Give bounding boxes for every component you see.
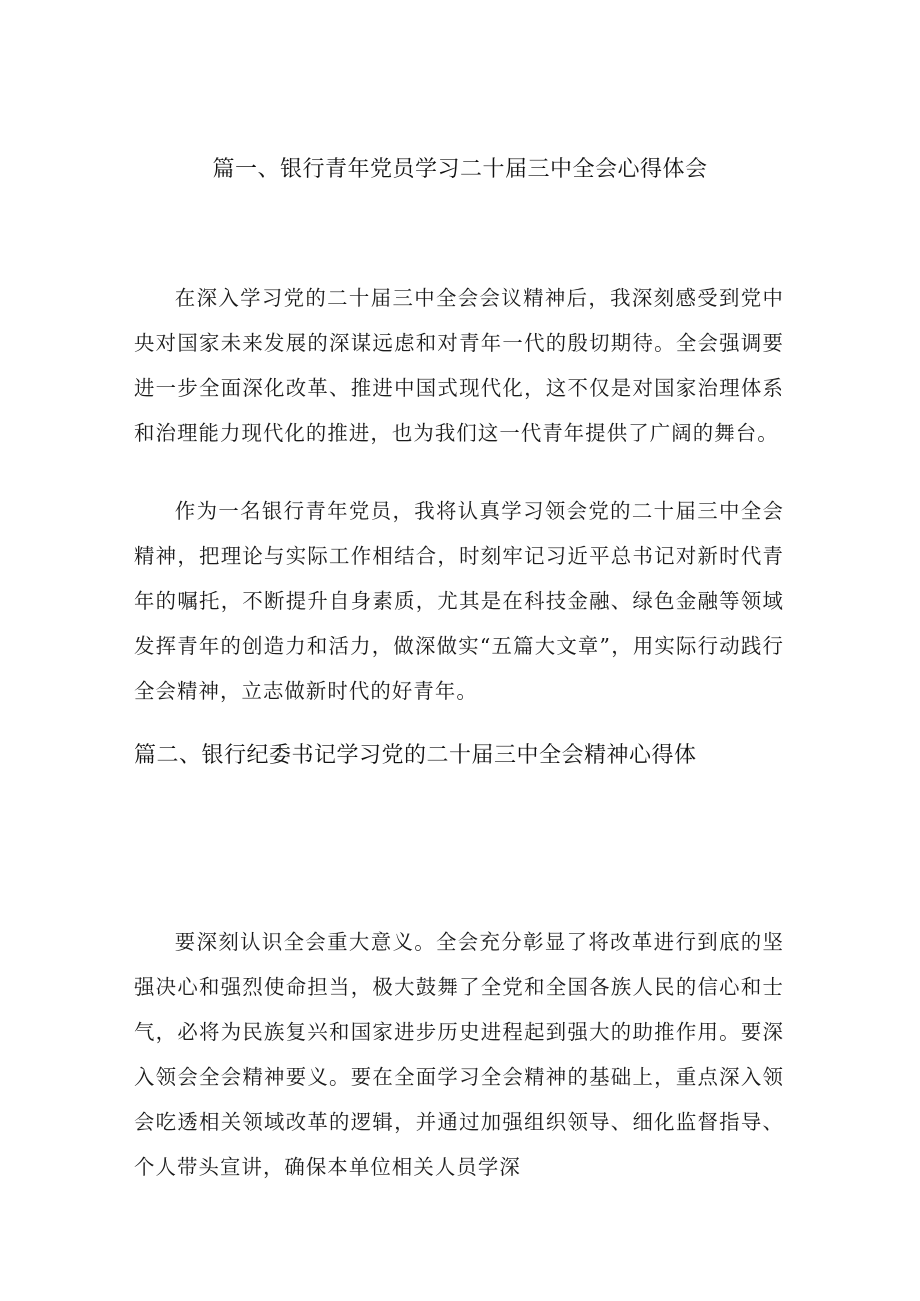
section-2-title: 篇二、银行纪委书记学习党的二十届三中全会精神心得体: [134, 743, 697, 768]
section-1-paragraph-2: 作为一名银行青年党员，我将认真学习领会党的二十届三中全会精神，把理论与实际工作相结合，时刻牢记习近平总书记对新时代青年的嘱托，不断提升自身素质，尤其是在科技金融、绿色金融等领域发挥青年的创造力和活力，做深做实“五篇大文章”，用实际行动践行全会精神，立志做新时代的好青年。: [134, 499, 784, 703]
section-1-title: 篇一、银行青年党员学习二十届三中全会心得体会: [212, 157, 708, 182]
section-2-paragraph-1: 要深刻认识全会重大意义。全会充分彰显了将改革进行到底的坚强决心和强烈使命担当，极大鼓舞了全党和全国各族人民的信心和士气，必将为民族复兴和国家进步历史进程起到强大的助推作用。要深入领会全会精神要义。要在全面学习全会精神的基础上，重点深入领会吃透相关领域改革的逻辑，并通过加强组织领导、细化监督指导、个人带头宣讲，确保本单位相关人员学深: [134, 930, 784, 1179]
section-1-paragraph-1: 在深入学习党的二十届三中全会会议精神后，我深刻感受到党中央对国家未来发展的深谋远虑和对青年一代的殷切期待。全会强调要进一步全面深化改革、推进中国式现代化，这不仅是对国家治理体系和治理能力现代化的推进，也为我们这一代青年提供了广阔的舞台。: [134, 286, 784, 445]
